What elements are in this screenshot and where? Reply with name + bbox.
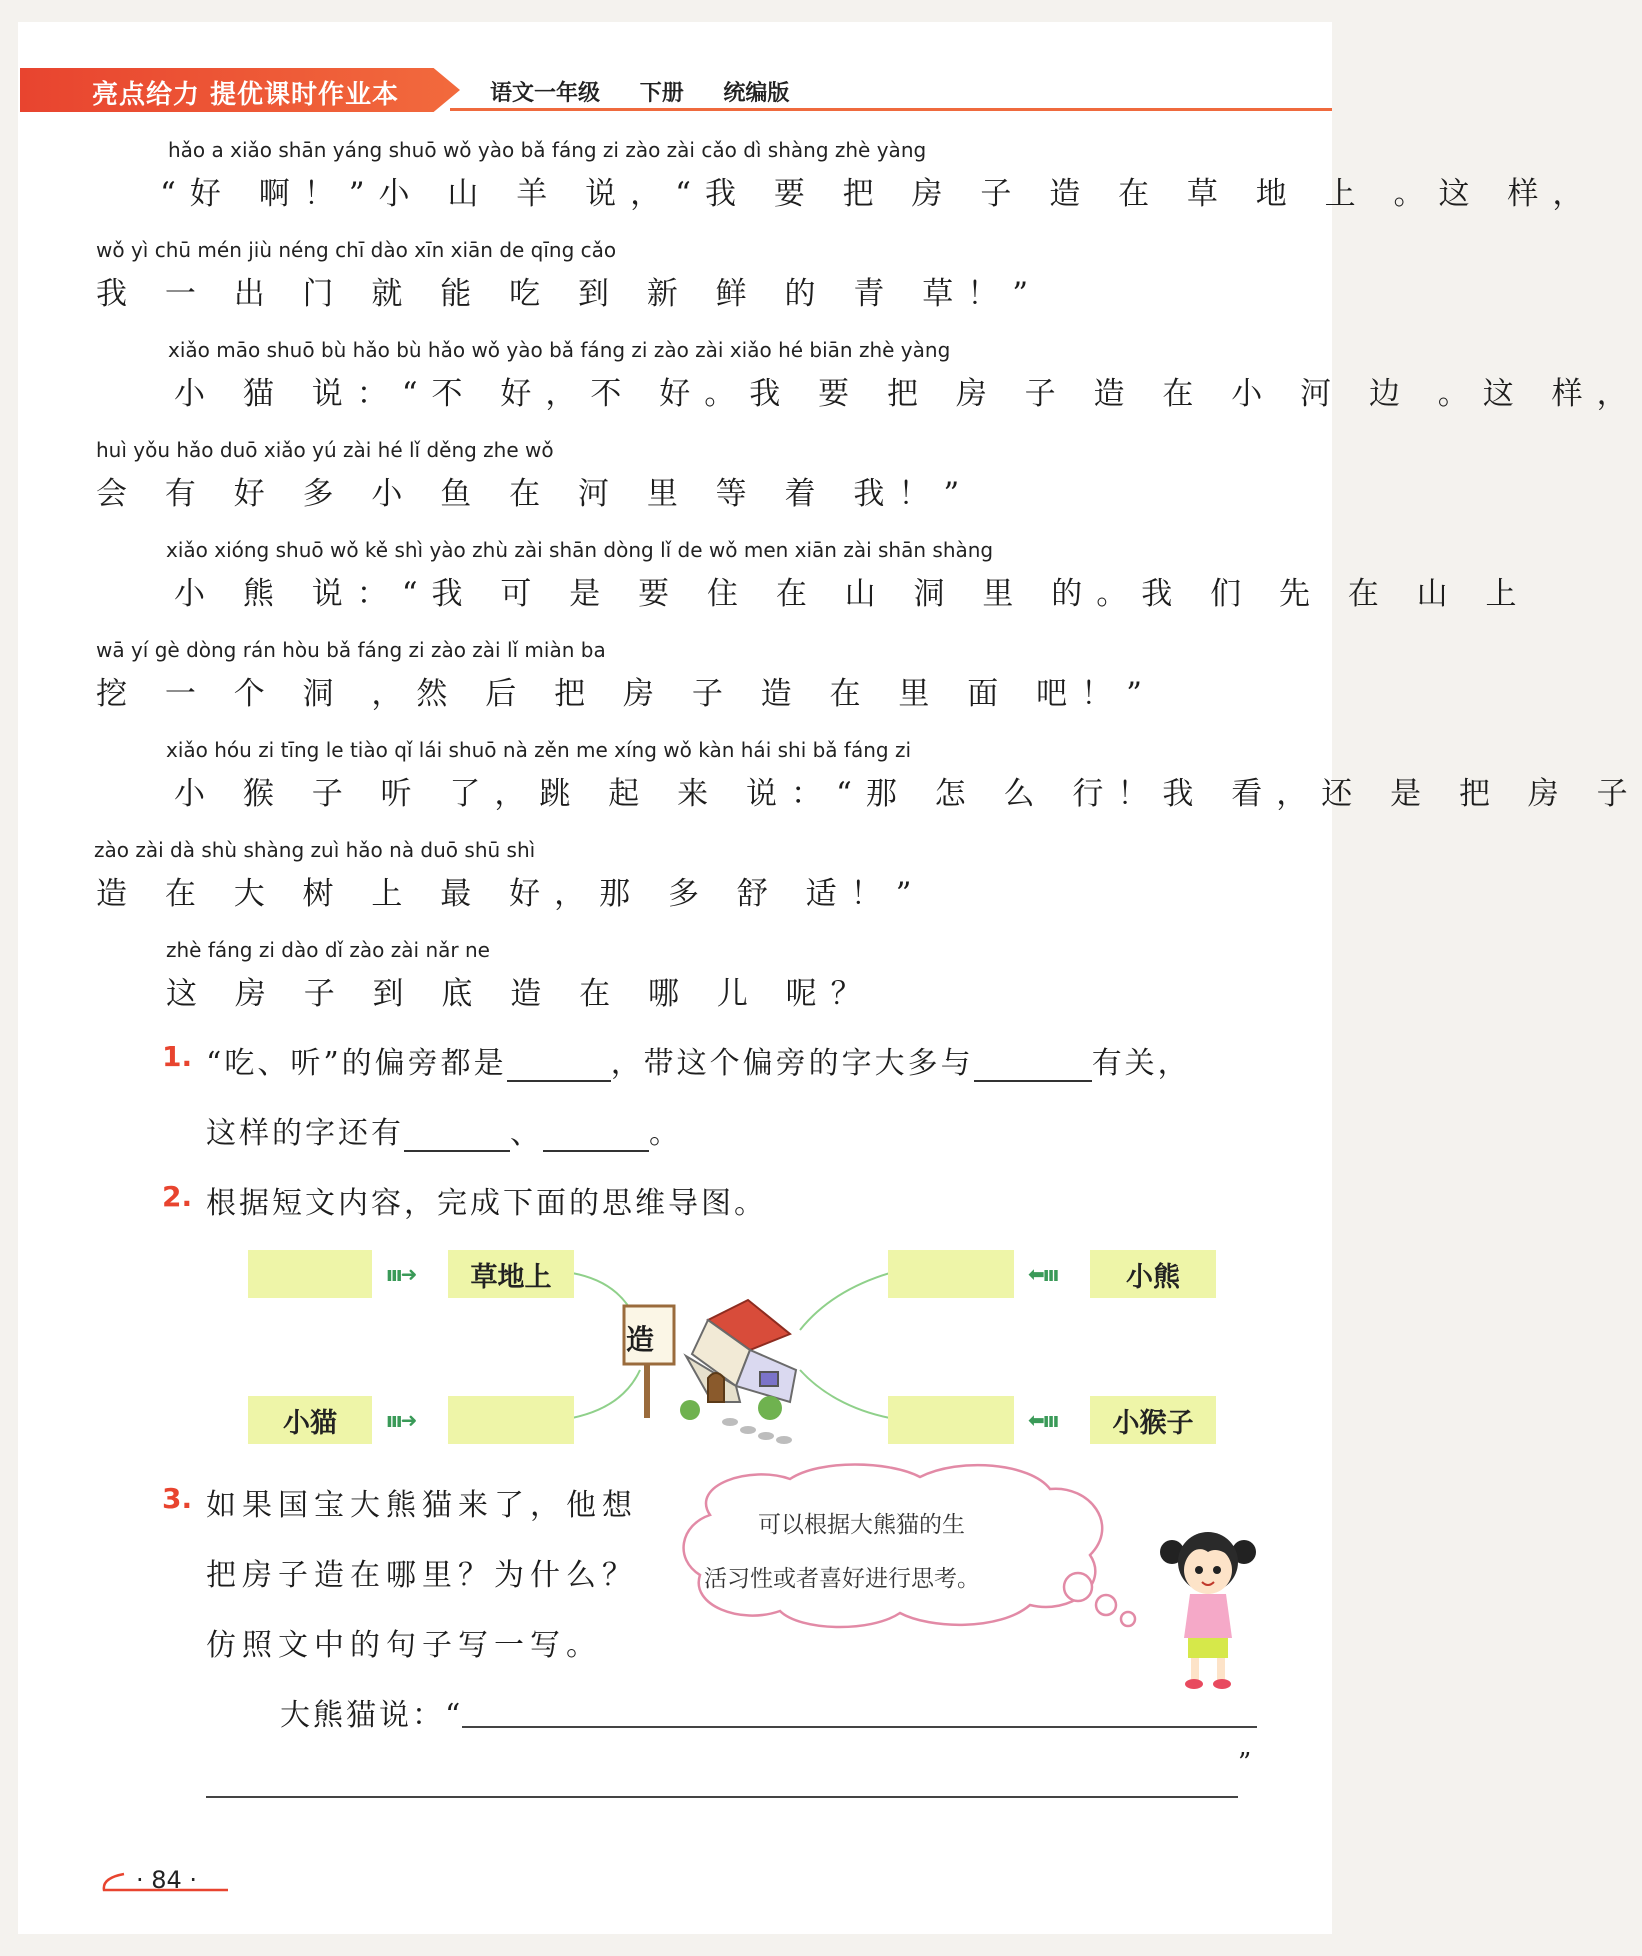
hint-bubble xyxy=(670,1455,1140,1645)
pinyin-line-9: zhè fáng zi dào dǐ zào zài nǎr ne xyxy=(166,938,490,962)
edition-label: 统编版 xyxy=(723,81,790,106)
mindmap-blank-left-bottom[interactable] xyxy=(448,1396,574,1444)
girl-illustration xyxy=(1158,1522,1258,1692)
question-3-line-3: 仿照文中的句子写一写。 xyxy=(206,1628,602,1663)
mindmap-blank-right-bottom[interactable] xyxy=(888,1396,1014,1444)
mindmap-blank-right-top[interactable] xyxy=(888,1250,1014,1298)
arrow-right-icon: ııı➜ xyxy=(386,1262,416,1286)
pinyin-line-1: hǎo a xiǎo shān yáng shuō wǒ yào bǎ fáng zi zào zài cǎo dì shàng zhè yàng xyxy=(168,138,927,162)
mindmap-label-monkey: 小猴子 xyxy=(1090,1396,1216,1444)
house-illustration xyxy=(620,1290,830,1450)
q1-text-c: 有关， xyxy=(1091,1046,1191,1081)
arrow-right-icon: ııı➜ xyxy=(386,1408,416,1432)
hint-line-2: 活习性或者喜好进行思考。 xyxy=(704,1566,980,1592)
answer-prefix: 大熊猫说：“ xyxy=(280,1698,464,1733)
arrow-left-icon: ⬅ııı xyxy=(1028,1408,1058,1432)
pinyin-line-7: xiǎo hóu zi tīng le tiào qǐ lái shuō nà zěn me xíng wǒ kàn hái shi bǎ fáng zi xyxy=(166,738,911,762)
answer-close-quote: ” xyxy=(1238,1748,1252,1778)
q1-text-b: ，带这个偏旁的字大多与 xyxy=(610,1046,974,1081)
pinyin-line-3: xiǎo māo shuō bù hǎo bù hǎo wǒ yào bǎ fáng zi zào zài xiǎo hé biān zhè yàng xyxy=(168,338,951,362)
text-line-4: 会 有 好 多 小 鱼 在 河 里 等 着 我！” xyxy=(96,476,974,512)
pinyin-line-5: xiǎo xióng shuō wǒ kě shì yào zhù zài shān dòng lǐ de wǒ men xiān zài shān shàng xyxy=(166,538,994,562)
arrow-left-icon: ⬅ııı xyxy=(1028,1262,1058,1286)
question-3-line-1: 如果国宝大熊猫来了，他想 xyxy=(206,1488,638,1523)
text-line-1: “好 啊！”小 山 羊 说，“我 要 把 房 子 造 在 草 地 上 。这 样， xyxy=(160,176,1598,212)
question-2-number: 2. xyxy=(162,1180,193,1213)
mindmap-label-grassland: 草地上 xyxy=(448,1250,574,1298)
subject-label: 语文一年级 xyxy=(490,81,601,106)
pinyin-line-2: wǒ yì chū mén jiù néng chī dào xīn xiān de qīng cǎo xyxy=(96,238,617,262)
volume-label: 下册 xyxy=(639,81,684,106)
q1-text-d: 这样的字还有 xyxy=(206,1116,404,1151)
text-line-5: 小 熊 说：“我 可 是 要 住 在 山 洞 里 的。我 们 先 在 山 上 xyxy=(174,576,1531,612)
q1-text-a: “吃、听”的偏旁都是 xyxy=(206,1046,507,1081)
pinyin-line-6: wā yí gè dòng rán hòu bǎ fáng zi zào zài lǐ miàn ba xyxy=(96,638,606,662)
text-line-2: 我 一 出 门 就 能 吃 到 新 鲜 的 青 草！” xyxy=(96,276,1043,312)
answer-line-1[interactable] xyxy=(462,1726,1257,1728)
mindmap-label-cat: 小猫 xyxy=(248,1396,372,1444)
text-line-8: 造 在 大 树 上 最 好，那 多 舒 适！” xyxy=(96,876,926,912)
q1-separator: 、 xyxy=(510,1116,543,1151)
hint-line-1: 可以根据大熊猫的生 xyxy=(758,1512,965,1538)
question-3-line-2: 把房子造在哪里？为什么？ xyxy=(206,1558,638,1593)
mindmap-label-bear: 小熊 xyxy=(1090,1250,1216,1298)
question-1-number: 1. xyxy=(162,1040,193,1073)
text-line-7: 小 猴 子 听 了，跳 起 来 说：“那 怎 么 行！我 看，还 是 把 房 子 xyxy=(174,776,1642,812)
brand-title: 亮点给力 提优课时作业本 xyxy=(92,80,400,110)
text-line-3: 小 猫 说：“不 好，不 好。我 要 把 房 子 造 在 小 河 边 。这 样， xyxy=(174,376,1642,412)
mindmap-blank-left-top[interactable] xyxy=(248,1250,372,1298)
answer-line-2[interactable] xyxy=(206,1796,1238,1798)
question-3-number: 3. xyxy=(162,1482,193,1515)
center-label-build: 造 xyxy=(626,1323,655,1356)
text-line-6: 挖 一 个 洞 ，然 后 把 房 子 造 在 里 面 吧！” xyxy=(96,676,1156,712)
question-2-text: 根据短文内容，完成下面的思维导图。 xyxy=(206,1186,767,1221)
text-line-9: 这 房 子 到 底 造 在 哪 儿 呢？ xyxy=(166,976,876,1012)
pinyin-line-4: huì yǒu hǎo duō xiǎo yú zài hé lǐ děng zhe wǒ xyxy=(96,438,554,462)
q1-end: 。 xyxy=(649,1116,682,1151)
page-number: · 84 · xyxy=(136,1866,198,1894)
pinyin-line-8: zào zài dà shù shàng zuì hǎo nà duō shū shì xyxy=(94,838,536,862)
